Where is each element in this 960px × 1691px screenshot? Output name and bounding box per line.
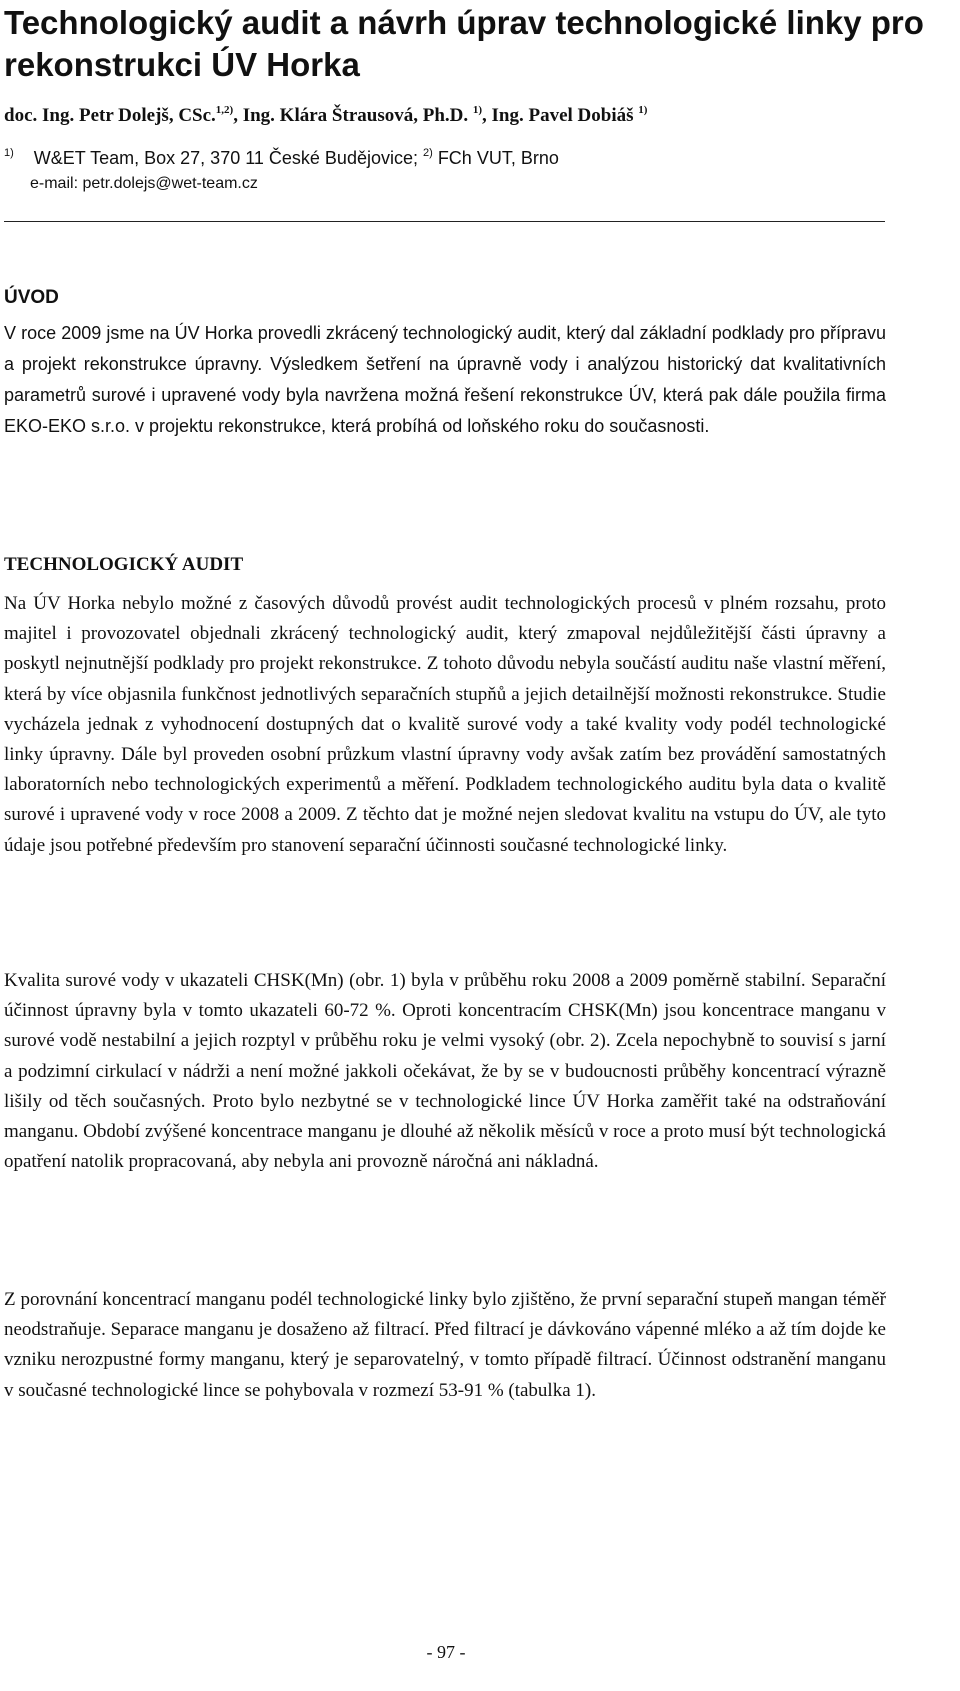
paper-title: Technologický audit a návrh úprav technologické linky pro rekonstrukci ÚV Horka bbox=[4, 4, 924, 83]
intro-paragraph: V roce 2009 jsme na ÚV Horka provedli zkrácený technologický audit, který dal základní podklady pro přípravu a projekt rekonstrukce úpravny. Výsledkem šetření na úpravně vody i analýzou historický dat kvalitativních parametrů surové i upravené vody byla navržena možná řešení rekonstrukce ÚV, která pak dále použila firma EKO-EKO s.r.o. v projektu rekonstrukce, která probíhá od loňského roku do současnosti. bbox=[4, 323, 886, 436]
author-line bbox=[4, 101, 944, 131]
author-separator: , bbox=[233, 105, 243, 126]
page-number: - 97 - bbox=[426, 1642, 466, 1662]
author-separator: , bbox=[482, 105, 492, 126]
author-affiliation-marker: 1,2) bbox=[215, 103, 234, 116]
author-name: doc. Ing. Petr Dolejš, CSc. bbox=[4, 105, 216, 126]
author-affiliation-marker: 1) bbox=[472, 103, 483, 116]
author-name: Ing. Pavel Dobiáš bbox=[491, 105, 634, 126]
audit-paragraph-2: Kvalita surové vody v ukazateli CHSK(Mn) (obr. 1) byla v průběhu roku 2008 a 2009 poměrně stabilní. Separační účinnost úpravny byla v tomto ukazateli 60-72 %. Oproti koncentracím CHSK(Mn) jsou koncentrace manganu v surové vodě nestabilní a jejich rozptyl v průběhu roku je velmi vysoký (obr. 2). Zcela nepochybně to souvisí s jarní a podzimní cirkulací v nádrži a není možné jakkoli očekávat, že by se v budoucnosti průběhy koncentrací výrazně lišily od těch současných. Proto bylo nezbytné se v technologické lince ÚV Horka zaměřit také na odstraňování manganu. Období zvýšené koncentrace manganu je dlouhé až několik měsíců v roce a proto musí být technologická opatření natolik propracovaná, aby nebyla ani provozně náročná ani nákladná. bbox=[4, 970, 886, 1173]
section-heading-intro: ÚVOD bbox=[4, 287, 59, 308]
section-heading-audit: TECHNOLOGICKÝ AUDIT bbox=[4, 554, 244, 575]
affiliation-marker: 2) bbox=[423, 147, 433, 159]
header-divider bbox=[4, 221, 885, 222]
author-name: Ing. Klára Štrausová, Ph.D. bbox=[242, 105, 469, 126]
contact-email: e-mail: petr.dolejs@wet-team.cz bbox=[30, 175, 258, 192]
audit-paragraph-3: Z porovnání koncentrací manganu podél technologické linky bylo zjištěno, že první separační stupeň mangan téměř neodstraňuje. Separace manganu je dosaženo až filtrací. Před filtrací je dávkováno vápenné mléko a až tím dojde ke vzniku nerozpustné formy manganu, který je separovatelný, v tomto případě filtrací. Účinnost odstranění manganu v současné technologické lince se pohybovala v rozmezí 53-91 % (tabulka 1). bbox=[4, 1289, 886, 1401]
audit-paragraph-1: Na ÚV Horka nebylo možné z časových důvodů provést audit technologických procesů v plném rozsahu, proto majitel i provozovatel objednali zkrácený technologický audit, který zmapoval nejdůležitější části úpravny a poskytl nejnutnější podklady pro projekt rekonstrukce. Z tohoto důvodu nebyla součástí auditu naše vlastní měření, která by více objasnila funkčnost jednotlivých separačních stupňů a jejich detailnější možnosti rekonstrukce. Studie vycházela jednak z vyhodnocení dostupných dat o kvalitě surové vody a také kvality vody podél technologické linky úpravny. Dále byl proveden osobní průzkum vlastní úpravny vody avšak zatím bez provádění samostatných laboratorních nebo technologických experimentů a měření. Podkladem technologického auditu byla data o kvalitě surové i upravené vody v roce 2008 a 2009. Z těchto dat je možné nejen sledovat kvalitu na vstupu do ÚV, ale tyto údaje jsou potřebné především pro stanovení separační účinnosti současné technologické linky. bbox=[4, 593, 886, 856]
affiliation-text: FCh VUT, Brno bbox=[437, 148, 559, 168]
author-affiliation-marker: 1) bbox=[638, 103, 648, 116]
affiliation-line bbox=[4, 143, 944, 173]
affiliation-marker: 1) bbox=[4, 147, 14, 159]
affiliation-text: W&ET Team, Box 27, 370 11 České Budějovice; bbox=[33, 148, 418, 168]
